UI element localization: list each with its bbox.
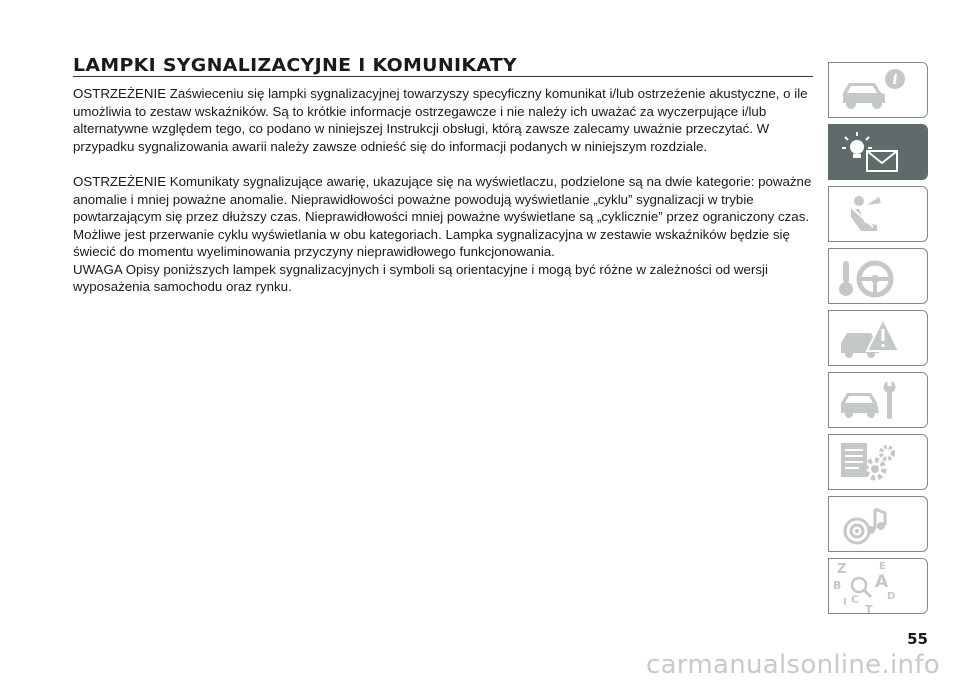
tab-index[interactable] [828,558,928,614]
page-number: 55 [907,630,928,648]
tab-starting-driving[interactable] [828,248,928,304]
svg-text:I: I [843,597,847,608]
svg-text:D: D [887,591,896,602]
watermark: carmanualsonline.info [645,650,940,680]
multimedia-icon [829,497,929,553]
tab-multimedia[interactable] [828,496,928,552]
alphabetical-index-icon [829,559,929,615]
tab-technical-data[interactable] [828,434,928,490]
warning-paragraph-1: OSTRZEŻENIE Zaświeceniu się lampki sygnalizacyjnej towarzyszy specyficzny komunikat i/lub ostrzeżenie akustyczne, o ile umożliwia to zestaw wskaźników. Są to krótkie informacje ostrzegawcze i nie należy ich uważać za wyczerpujące i/lub alternatywne względem tego, co podano w niniejszej Instrukcji obsługi, którą zawsze zalecamy uważnie przeczytać. W przypadku sygnalizowania awarii należy zawsze odnieść się do informacji podanych w niniejszym rozdziale. [73,86,808,154]
seat-airbag-icon [829,187,929,243]
content-body [73,85,818,314]
title-rule [73,76,813,77]
svg-text:E: E [879,561,886,572]
warning-paragraph-2: OSTRZEŻENIE Komunikaty sygnalizujące awarię, ukazujące się na wyświetlaczu, podzielone są na dwie kategorie: poważne anomalie i mniej poważne anomalie. Nieprawidłowości poważne powodują wyświetlanie „cyklu” sygnalizacji w trybie powtarzającym się przez dłuższy czas. Nieprawidłowości mniej poważne wyświetlane są „cyklicznie” przez ograniczony czas. Możliwe jest przerwanie cyklu wyświetlania w obu kategoriach. Lampka sygnalizacyjna w zestawie wskaźników będzie się świecić do momentu wyeliminowania przyczyny nieprawidłowego funkcjonowania. [73,174,812,259]
svg-text:i: i [892,72,898,88]
svg-text:A: A [875,572,889,592]
car-emergency-icon [829,311,929,367]
key-steering-wheel-icon [829,249,929,305]
car-info-icon [829,63,929,119]
svg-text:C: C [851,593,860,606]
specs-gear-icon [829,435,929,491]
tab-emergency[interactable] [828,310,928,366]
tab-warning-lights[interactable] [828,124,928,180]
svg-text:T: T [865,603,873,615]
svg-text:B: B [833,579,842,592]
page-title: LAMPKI SYGNALIZACYJNE I KOMUNIKATY [73,56,518,76]
warning-light-message-icon [829,125,929,181]
car-wrench-icon [829,373,929,429]
note-paragraph: UWAGA Opisy poniższych lampek sygnalizacyjnych i symboli są orientacyjne i mogą być różne w zależności od wersji wyposażenia samochodu oraz rynku. [73,261,768,294]
tab-maintenance[interactable] [828,372,928,428]
tab-safety[interactable] [828,186,928,242]
tab-car-info[interactable] [828,62,928,118]
svg-text:Z: Z [837,562,847,577]
